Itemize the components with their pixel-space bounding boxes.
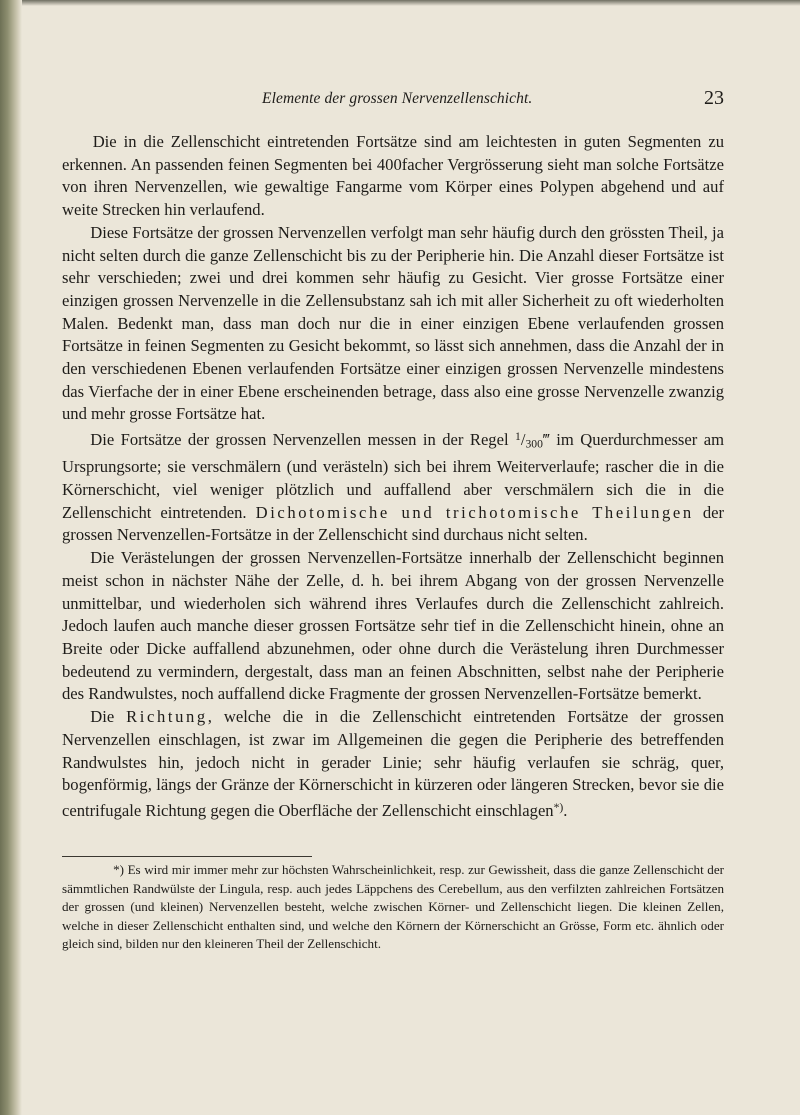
spaced-emphasis-richtung: Richtung xyxy=(126,707,208,727)
fraction-denominator: 300 xyxy=(525,437,543,451)
footnote xyxy=(62,861,724,954)
paragraph-5-body: , welche die in die Zellenschicht eintretenden Fortsätze der grossen Nervenzellen einschlagen, ist zwar im Allgemeinen die gegen die Peripherie des betreffenden Randwulstes hin, jedoch nicht in gerader Linie; sehr häufig verlaufen sie schräg, quer, bogenförmig, längs der Gränze der Körnerschicht in kürzeren oder längeren Strecken, bevor sie die centrifugale Richtung gegen die Oberfläche der Zellenschicht einschlagen xyxy=(62,707,724,821)
footnote-paragraph xyxy=(62,861,724,954)
page-top-shadow xyxy=(0,0,800,6)
fraction-numerator: 1 xyxy=(515,430,521,444)
paragraph-2: Diese Fortsätze der grossen Nervenzellen verfolgt man sehr häufig durch den grössten Theil, ja nicht selten durch die ganze Zellenschicht bis zu der Peripherie hin. Die Anzahl dieser Fortsätze ist sehr verschieden; zwei und drei kommen sehr häufig zu Gesicht. Vier grosse Fortsätze einer einzigen grossen Nervenzelle in die Zellensubstanz sah ich mit aller Sicherheit zu oft wiederholten Malen. Bedenkt man, dass man doch nur die in einer einzigen Ebene verlaufenden grossen Fortsätze in feinen Segmenten zu Gesicht bekommt, so lässt sich annehmen, dass die Anzahl der in den verschiedenen Ebenen verlaufenden Fortsätze einer einzigen grossen Nervenzelle mindestens das Vierfache der in einer Ebene erscheinenden betrage, dass also eine grosse Nervenzelle zwanzig und mehr grosse Fortsätze hat. xyxy=(62,222,724,424)
fraction: $^1/_{300}$ xyxy=(515,430,543,451)
paragraph-5 xyxy=(62,706,724,823)
spaced-emphasis-dichotomische: Dichotomische und trichotomische Theilungen xyxy=(255,502,694,522)
paragraph-3-start: Die Fortsätze der grossen Nervenzellen messen in der Regel xyxy=(90,430,516,450)
paragraph-4: Die Verästelungen der grossen Nervenzellen-Fortsätze innerhalb der Zellenschicht beginnen meist schon in nächster Nähe der Zelle, d. h. bei ihrem Abgang von der grossen Nervenzelle unmittelbar, und wiederholen sich während ihres Verlaufes durch die Zellenschicht zahlreich. Jedoch laufen auch manche dieser grossen Fortsätze sehr tief in die Zellenschicht hinein, ohne an Breite oder Dicke auffallend abzunehmen, oder ohne durch die Verästelung ihren Durchmesser bedeutend zu vermindern, dergestalt, dass man an feinen Abschnitten, selbst nahe der Peripherie des Randwulstes, noch auffallend dicke Fragmente der grossen Nervenzellen-Fortsätze bemerkt. xyxy=(62,548,724,704)
paragraph-3-middle: im Querdurchmesser am Ursprungsorte; sie verschmälern (und verästeln) sich bei ihrem Weiterverlaufe; rascher die in die Körnerschicht, viel weniger plötzlich und auffallend aber verschmälern sich die in die Zellenschicht eintretenden. xyxy=(62,430,724,522)
paragraph-5-start: Die xyxy=(90,707,127,727)
footnote-marker: *) xyxy=(113,862,124,877)
book-binding-edge xyxy=(0,0,22,1115)
page-header xyxy=(62,87,724,114)
running-title: Elemente der grossen Nervenzellenschicht. xyxy=(262,90,533,107)
page-number: 23 xyxy=(704,87,724,109)
paragraph-3-end: der grossen Nervenzellen-Fortsätze in der Zellenschicht sind durchaus nicht selten. xyxy=(62,502,725,545)
paragraph-1: Die in die Zellenschicht eintretenden Fortsätze sind am leichtesten in guten Segmenten zu erkennen. An passenden feinen Segmenten bei 400facher Vergrösserung sieht man solche Fortsätze von ihren Nervenzellen, wie gewaltige Fangarme vom Körper eines Polypen abgehend und auf weite Strecken hin verlaufend. xyxy=(62,132,724,220)
footnote-reference: *) xyxy=(553,800,564,814)
paragraph-3 xyxy=(62,426,724,547)
paragraph-5-end: . xyxy=(563,801,568,821)
fraction-unit: ‴ xyxy=(542,430,550,450)
footnote-divider xyxy=(62,856,312,857)
footnote-text: Es wird mir immer mehr zur höchsten Wahrscheinlichkeit, resp. zur Gewissheit, dass die ganze Zellenschicht der sämmtlichen Randwülste der Lingula, resp. auch jedes Läppchens des Cerebellum, aus den verfilzten zahlreichen Fortsätzen der grossen (und kleinen) Nervenzellen besteht, welche zwischen Körner- und Zellenschicht liegen. Die kleinen Zellen, welche in dieser Zellenschicht enthalten sind, und welche den Körnern der Körnerschicht an Grösse, Form etc. ähnlich oder gleich sind, bilden nur den kleineren Theil der Zellenschicht. xyxy=(62,862,724,952)
body-text xyxy=(62,131,724,823)
